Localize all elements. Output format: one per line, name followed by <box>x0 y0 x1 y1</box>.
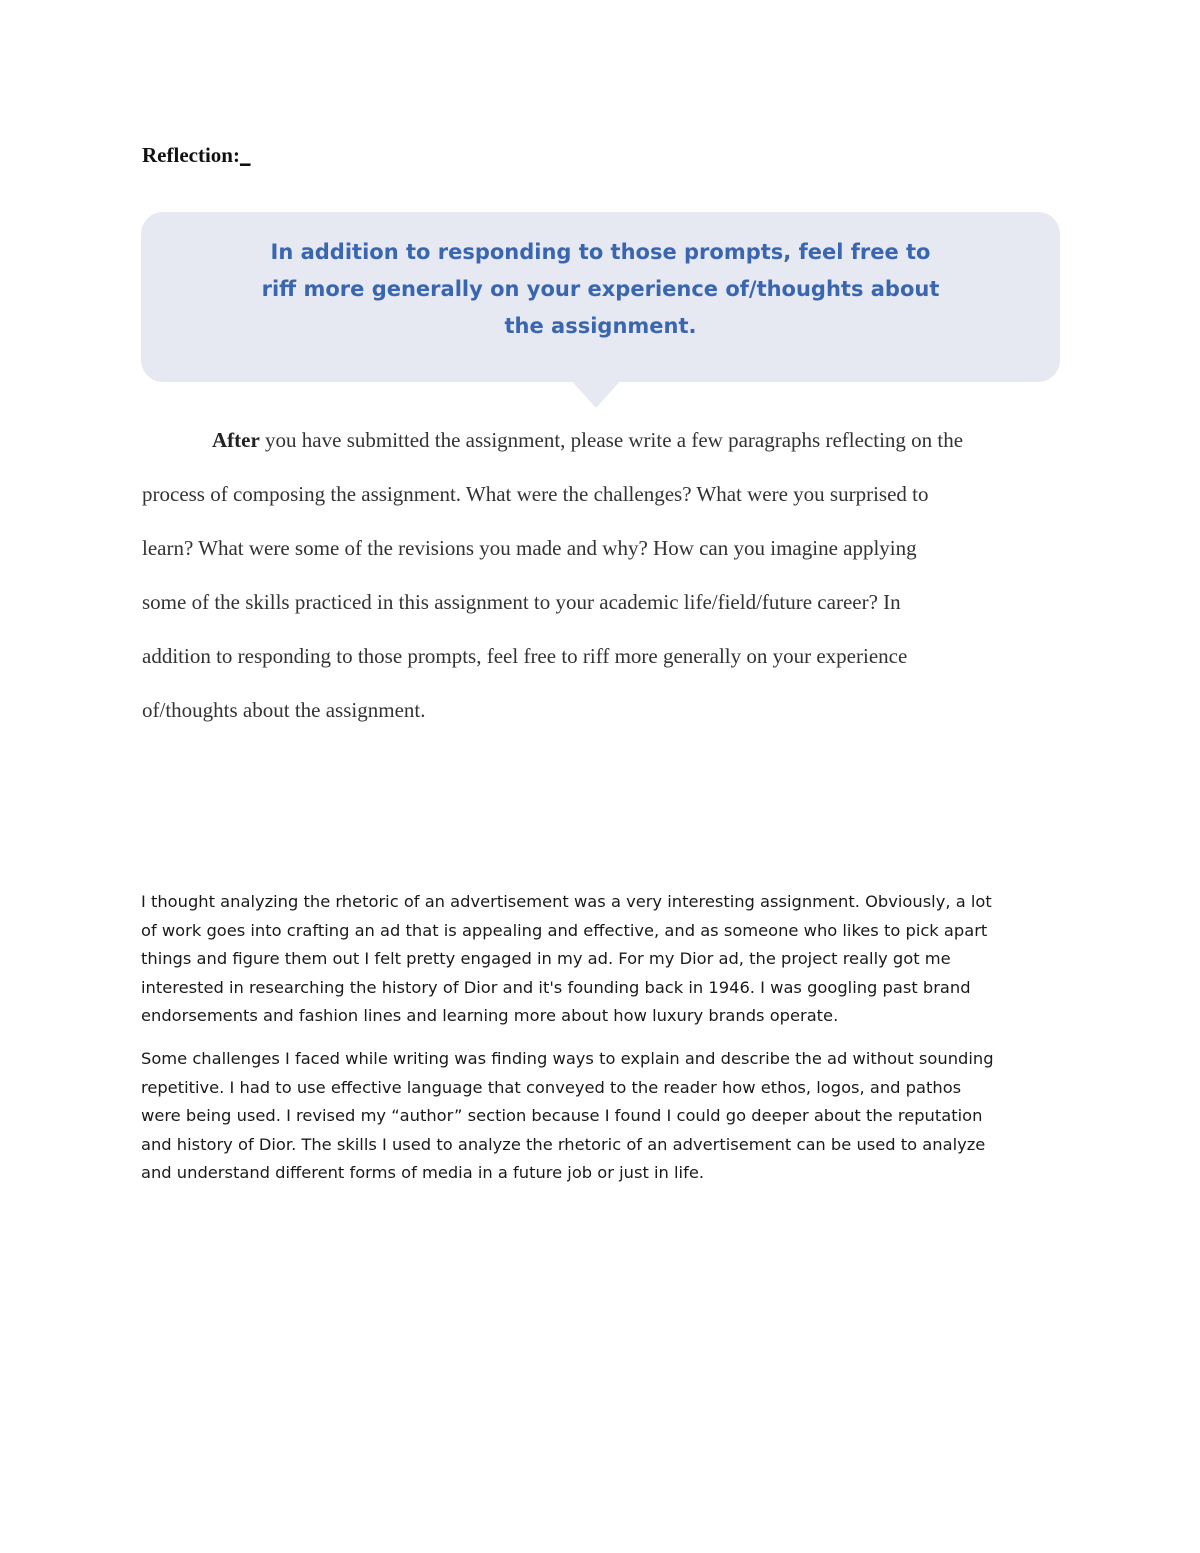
response-line: repetitive. I had to use effective language that conveyed to the reader how ethos, logos, and pathos <box>141 1077 962 1097</box>
response-line: endorsements and fashion lines and learning more about how luxury brands operate. <box>141 1006 839 1025</box>
callout-pointer <box>562 370 630 408</box>
title-label: Reflection: <box>142 143 240 167</box>
callout-text <box>141 234 1060 345</box>
comment-callout <box>141 212 1060 382</box>
callout-line: In addition to responding to those prompts, feel free to <box>270 240 931 264</box>
prompt-lead-word: After <box>212 428 260 452</box>
prompt-line: addition to responding to those prompts, feel free to riff more generally on your experience <box>142 644 908 668</box>
response-paragraph-2 <box>141 1045 1061 1188</box>
prompt-line: of/thoughts about the assignment. <box>142 698 426 722</box>
callout-line: riff more generally on your experience of/thoughts about <box>261 277 940 301</box>
prompt-line: some of the skills practiced in this assignment to your academic life/field/future career? In <box>142 590 901 614</box>
response-line: were being used. I revised my “author” section because I found I could go deeper about the reputation <box>141 1106 983 1125</box>
callout-line: the assignment. <box>504 314 697 338</box>
prompt-line: process of composing the assignment. What were the challenges? What were you surprised to <box>142 482 929 506</box>
response-line: I thought analyzing the rhetoric of an advertisement was a very interesting assignment. Obviously, a lot <box>141 892 992 911</box>
response-line: and history of Dior. The skills I used to analyze the rhetoric of an advertisement can be used to analyze <box>141 1134 986 1154</box>
response-line: Some challenges I faced while writing was finding ways to explain and describe the ad without sounding <box>141 1049 994 1068</box>
prompt-line <box>142 413 1072 467</box>
response-paragraph-1 <box>141 888 1061 1031</box>
title-suffix: _ <box>239 143 251 167</box>
response-line: things and figure them out I felt pretty engaged in my ad. For my Dior ad, the project really got me <box>141 949 951 968</box>
response-line: and understand different forms of media in a future job or just in life. <box>141 1163 705 1182</box>
prompt-first-line-text: you have submitted the assignment, please write a few paragraphs reflecting on the <box>259 428 964 452</box>
prompt-line: learn? What were some of the revisions you made and why? How can you imagine applying <box>142 536 917 560</box>
page-title <box>142 143 250 168</box>
assignment-prompt <box>142 413 1072 737</box>
response-line: interested in researching the history of Dior and it's founding back in 1946. I was googling past brand <box>141 977 971 997</box>
response-line: of work goes into crafting an ad that is appealing and effective, and as someone who likes to pick apart <box>141 920 988 940</box>
